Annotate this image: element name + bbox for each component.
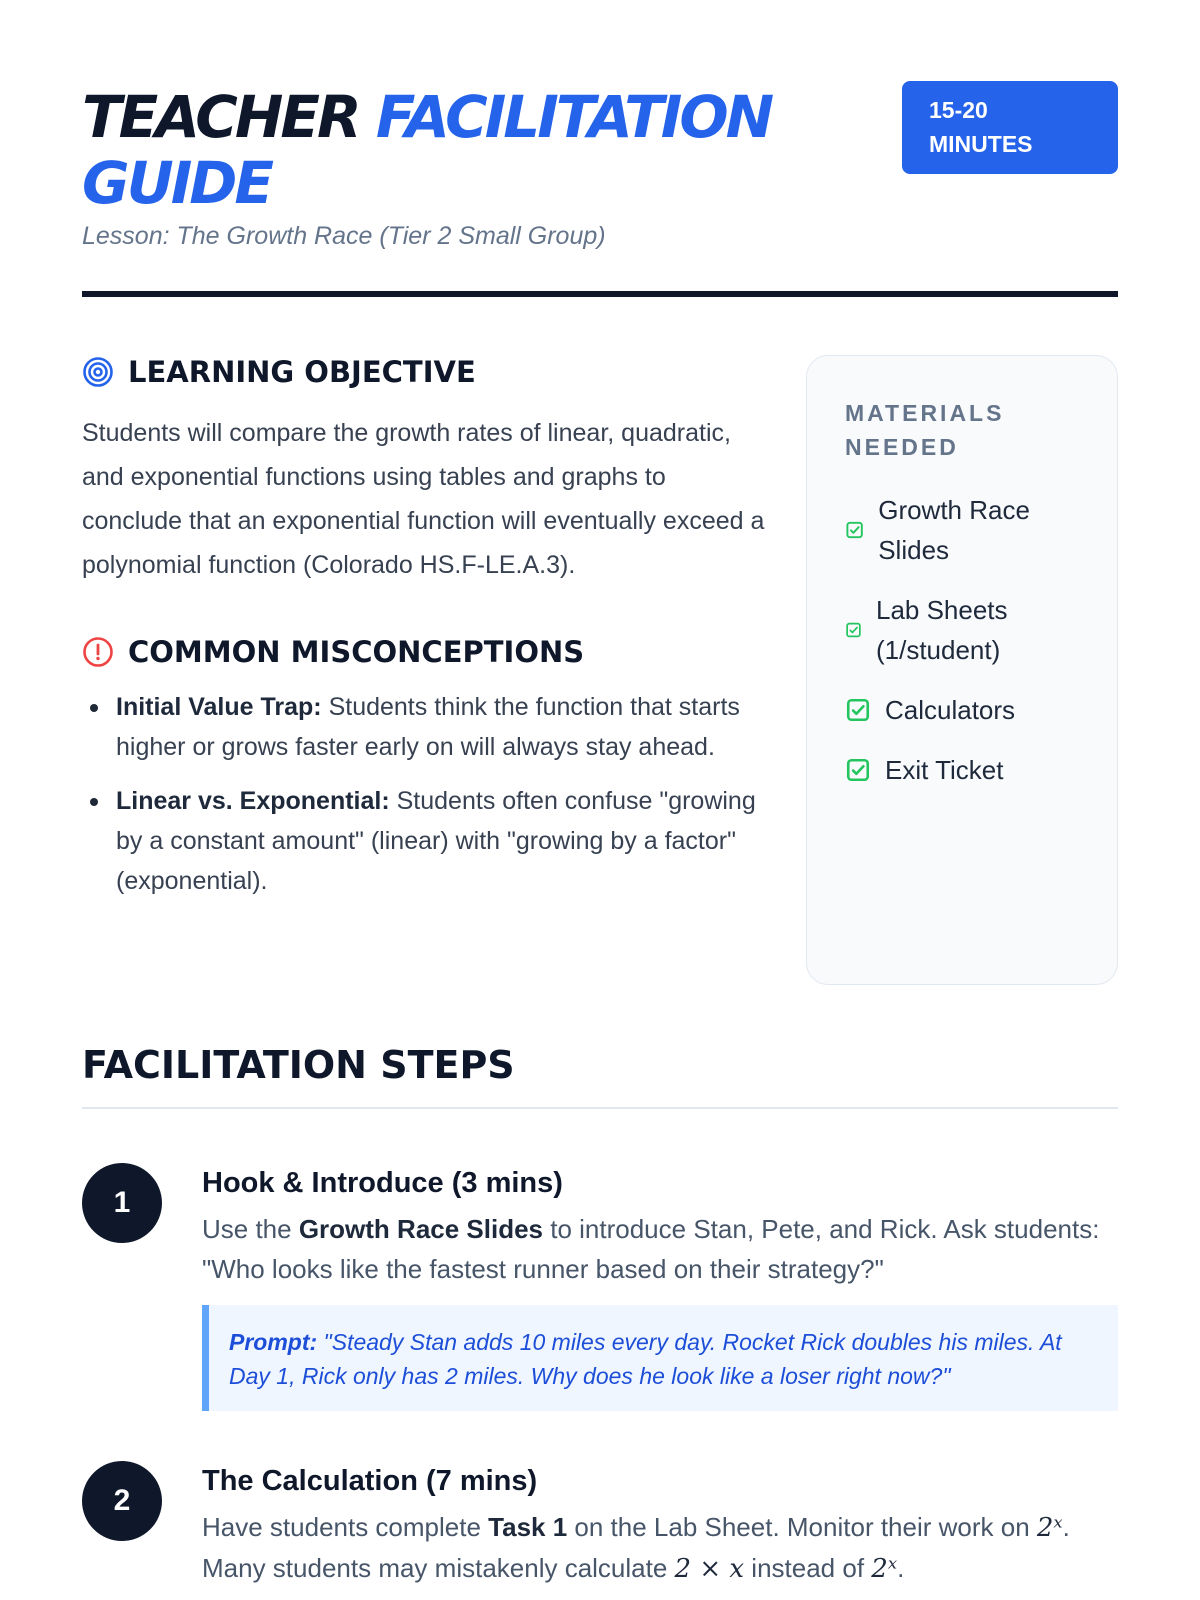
step-title: Hook & Introduce (3 mins) (202, 1167, 563, 1199)
time-badge: 15-20 MINUTES (902, 81, 1118, 174)
prompt-label: Prompt: (229, 1329, 318, 1355)
step-text: . Many students may mistakenly calculate (202, 1512, 1070, 1583)
list-item (845, 750, 1079, 790)
step-text: Use the (202, 1214, 299, 1244)
check-square-icon (845, 697, 871, 723)
list-item (116, 687, 772, 767)
misconception-term: Linear vs. Exponential: (116, 787, 390, 815)
step-1 (82, 1163, 1118, 1411)
step-description (202, 1507, 1118, 1589)
misconception-text: Students often confuse "growing by a constant amount" (linear) with "growing by a factor" (exponential). (116, 787, 756, 895)
misconception-text: Students think the function that starts higher or grows faster early on will always stay ahead. (116, 693, 740, 761)
list-item (845, 490, 1079, 570)
materials-heading: MATERIALS NEEDED (845, 400, 1005, 460)
alert-circle-icon (82, 636, 114, 668)
list-item (845, 590, 1079, 670)
target-icon (82, 356, 114, 388)
misconceptions-heading-row (82, 635, 772, 669)
step-description (202, 1209, 1118, 1289)
math-expression: 2ˣ (1036, 1513, 1063, 1543)
step-text: to introduce Stan, Pete, and Rick. Ask students: "Who looks like the fastest runner based on their strategy?" (202, 1214, 1100, 1284)
list-item (845, 690, 1079, 730)
step-text-bold: Growth Race Slides (298, 1214, 544, 1244)
check-square-icon (845, 619, 862, 641)
title-part-1: TEACHER (82, 83, 359, 151)
misconceptions-list (82, 687, 772, 901)
objective-text: Students will compare the growth rates of linear, quadratic, and exponential functions using tables and graphs to conclude that an exponential function will eventually exceed a polynomial function (Colorado HS.F-LE.A.3). (82, 419, 765, 579)
step-number-badge: 1 (82, 1163, 162, 1243)
step-text-bold: Task 1 (488, 1512, 568, 1542)
header-divider (82, 291, 1118, 297)
steps-divider (82, 1107, 1118, 1109)
steps-section (82, 1043, 1118, 1589)
list-item (116, 781, 772, 901)
step-text: Have students complete (202, 1512, 489, 1542)
page-title (82, 84, 842, 216)
objective-heading-row (82, 355, 772, 389)
material-label: Calculators (885, 695, 1016, 725)
page-header (82, 0, 1118, 297)
prompt-text: "Steady Stan adds 10 miles every day. Rocket Rick doubles his miles. At Day 1, Rick only has 2 miles. Why does he look like a loser right now?" (229, 1329, 1062, 1389)
check-square-icon (845, 757, 871, 783)
check-square-icon (845, 519, 864, 541)
materials-list (845, 490, 1079, 790)
math-expression: 2 × x (674, 1554, 745, 1584)
math-expression: 2ˣ (871, 1554, 898, 1584)
steps-heading: FACILITATION STEPS (82, 1043, 515, 1087)
step-number-badge: 2 (82, 1461, 162, 1541)
misconceptions-heading: COMMON MISCONCEPTIONS (128, 635, 585, 669)
step-2 (82, 1461, 1118, 1589)
overview-section (82, 355, 1118, 995)
step-text: on the Lab Sheet. Monitor their work on (567, 1512, 1037, 1542)
material-label: Growth Race Slides (878, 495, 1030, 565)
step-text: instead of (744, 1553, 872, 1583)
step-text: . (897, 1553, 905, 1583)
title-part-2: FACILITATION GUIDE (82, 83, 772, 217)
step-title: The Calculation (7 mins) (202, 1465, 538, 1497)
prompt-callout (202, 1305, 1118, 1411)
material-label: Lab Sheets (1/student) (875, 595, 1008, 665)
objective-heading: LEARNING OBJECTIVE (128, 355, 476, 389)
material-label: Exit Ticket (885, 755, 1004, 785)
lesson-subtitle: Lesson: The Growth Race (Tier 2 Small Group) (82, 222, 606, 250)
misconception-term: Initial Value Trap: (116, 693, 322, 721)
overview-left-column (82, 355, 772, 901)
materials-card (806, 355, 1118, 985)
